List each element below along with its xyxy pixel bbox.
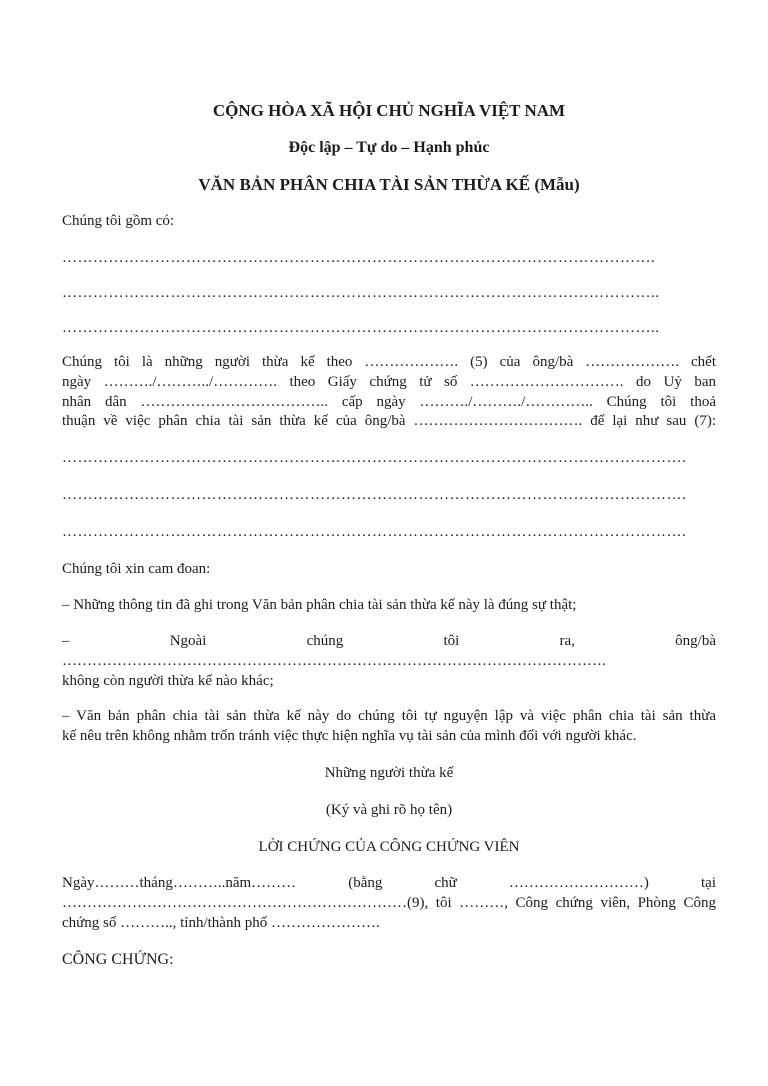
pledge-line: kế nêu trên không nhằm trốn tránh việc thực hiện nghĩa vụ tài sản của mình đối với người khác. (62, 728, 637, 745)
blank-fill-line: …………………………………………………………………………………………………….. (62, 285, 660, 301)
document-title: VĂN BẢN PHÂN CHIA TÀI SẢN THỪA KẾ (Mẫu) (198, 175, 580, 194)
declaration-line: thuận về việc phân chia tài sản thừa kế của ông/bà ……………………………. để lại như sau (7): (62, 413, 716, 430)
pledge-line: – Ngoài chúng tôi ra, ông/bà ………………………………………………………………………………………………. (62, 632, 716, 669)
declaration-line: Chúng tôi là những người thừa kế theo ………………. (5) của ông/bà ………………. chết (62, 354, 716, 370)
blank-fill-line: ……………………………………………………………………………………………………. (62, 250, 656, 266)
blank-fill-line: …………………………………………………………………………………………………………. (62, 450, 687, 467)
notary-line: ……………………………………………………………(9), tôi ………, Công chứng viên, Phòng Công (62, 894, 716, 911)
national-title: CỘNG HÒA XÃ HỘI CHỦ NGHĨA VIỆT NAM (212, 101, 566, 120)
declaration-paragraph (62, 353, 716, 432)
pledge-item-2 (62, 632, 716, 691)
pledge-line: – Những thông tin đã ghi trong Văn bản phân chia tài sản thừa kế này là đúng sự thật; (62, 597, 577, 614)
intro-line: Chúng tôi gồm có: (62, 213, 175, 229)
notary-line: Ngày………tháng………..năm……… (bằng chữ ………………………) tại (62, 874, 716, 891)
notary-heading: LỜI CHỨNG CỦA CÔNG CHỨNG VIÊN (258, 838, 520, 855)
notary-closing: CÔNG CHỨNG: (62, 951, 174, 969)
pledge-line: không còn người thừa kế nào khác; (62, 672, 274, 689)
pledge-item-1 (62, 596, 716, 616)
national-motto: Độc lập – Tự do – Hạnh phúc (288, 139, 490, 156)
declaration-line: ngày ………./………../…………. theo Giấy chứng tử số …………………………. do Uỷ ban (62, 373, 716, 390)
pledge-item-3 (62, 707, 716, 747)
notary-line: chứng số ……….., tỉnh/thành phố …………………. (62, 914, 380, 931)
pledge-line: – Văn bản phân chia tài sản thừa kế này do chúng tôi tự nguyện lập và việc phân chia tài sản thừa (62, 708, 716, 725)
blank-fill-line: …………………………………………………………………………………………………….. (62, 320, 660, 336)
signature-title: Những người thừa kế (324, 764, 454, 781)
notary-statement (62, 874, 716, 933)
pledge-heading: Chúng tôi xin cam đoan: (62, 561, 211, 578)
signature-note: (Ký và ghi rõ họ tên) (325, 801, 453, 818)
declaration-line: nhân dân ……………………………….. cấp ngày ………./………./………….. Chúng tôi thoả (62, 393, 716, 410)
blank-fill-line: …………………………………………………………………………………………………………. (62, 524, 687, 541)
blank-fill-line: …………………………………………………………………………………………………………. (62, 487, 687, 504)
